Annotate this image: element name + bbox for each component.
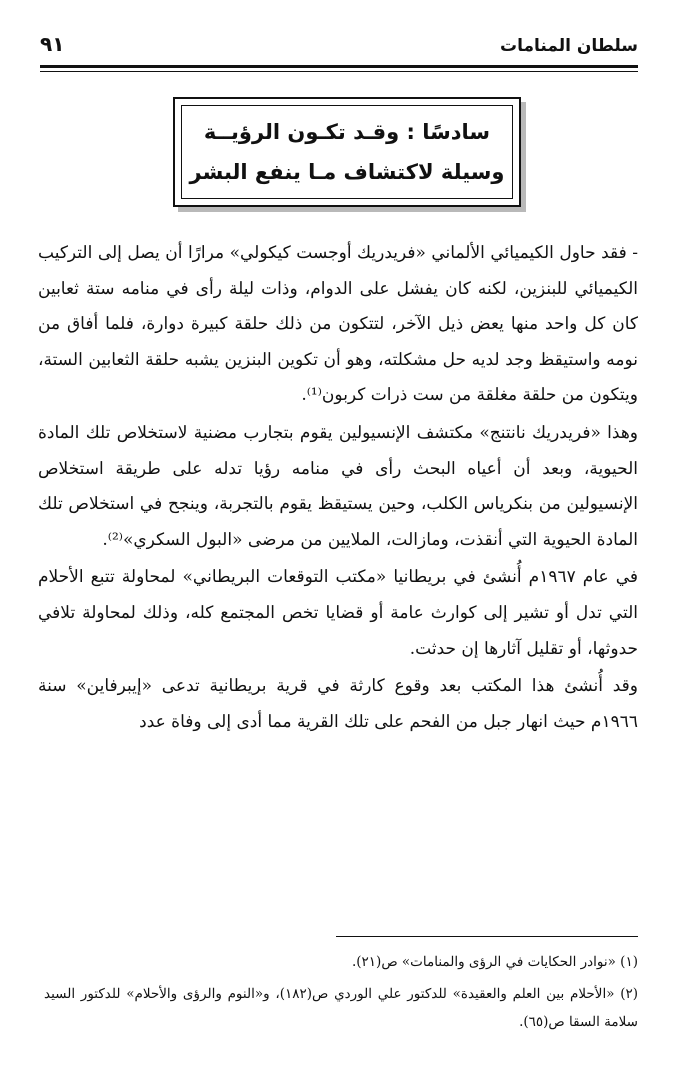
section-heading-line-1: سادسًا : وقـد تكـون الرؤيــة bbox=[203, 120, 491, 144]
section-heading-line-2: وسيلة لاكتشاف مـا ينفع البشر bbox=[189, 160, 505, 184]
section-heading-frame bbox=[181, 105, 513, 199]
paragraph-aberfan: وقد أُنشئ هذا المكتب بعد وقوع كارثة في قرية بريطانية تدعى «إيبرفاين» سنة ١٩٦٦م حيث انهار جبل من الفحم على تلك القرية مما أدى إلى وفاة عدد bbox=[38, 676, 638, 732]
footnote-2: (٢) «الأحلام بين العلم والعقيدة» للدكتور علي الوردي ص(١٨٢)، و«النوم والرؤى والأحلام» للدكتور السيد سلامة السقا ص(٦٥). bbox=[44, 986, 639, 1030]
page-number: ٩١ bbox=[40, 32, 65, 56]
header-rule-thin bbox=[40, 71, 638, 72]
footnotes bbox=[44, 948, 638, 1040]
footnote-1: (١) «نوادر الحكايات في الرؤى والمنامات» ص(٢١). bbox=[351, 954, 638, 970]
paragraph-premonitions-bureau: في عام ١٩٦٧م أُنشئ في بريطانيا «مكتب التوقعات البريطاني» لمحاولة تتبع الأحلام التي تدل أو تشير إلى كوارث عامة أو قضايا تخص المجتمع كله، وذلك لمحاولة تلافي حدوثها، أو تقليل آثارها إن حدثت. bbox=[38, 567, 639, 659]
header-rule-thick bbox=[40, 65, 638, 68]
paragraph-insulin: وهذا «فريدريك نانتنج» مكتشف الإنسيولين يقوم بتجارب مضنية لاستخلاص تلك المادة الحيوية، وبعد أن أعياه البحث رأى في منامه رؤيا تدله على طريقة استخلاص الإنسيولين من بنكرياس الكلب، وحين يستيقظ يقوم بالتجربة، وينجح في استخلاص تلك المادة الحيوية التي أنقذت، ومازالت، الملايين من مرضى «البول السكري»⁽²⁾. bbox=[38, 422, 638, 550]
running-title: سلطان المنامات bbox=[500, 36, 638, 56]
paragraph-kekule: - فقد حاول الكيميائي الألماني «فريدريك أوجست كيكولي» مرارًا أن يصل إلى التركيب الكيميائي للبنزين، لكنه كان يفشل على الدوام، وذات ليلة رأى في منامه ستة ثعابين كان كل واحد منها يعض ذيل الآخر، لتتكون من ذلك حلقة كبيرة دوارة، فلما أفاق من نومه واستيقظ وجد لديه حل مشكلته، وهو أن تكوين البنزين يشبه حلقة الثعابين الستة، ويتكون من حلقة مغلقة من ست ذرات كربون⁽¹⁾. bbox=[38, 243, 638, 406]
footnote-separator bbox=[336, 936, 638, 937]
body-text bbox=[38, 236, 638, 742]
section-heading-box bbox=[173, 97, 521, 207]
page-header bbox=[38, 32, 638, 62]
